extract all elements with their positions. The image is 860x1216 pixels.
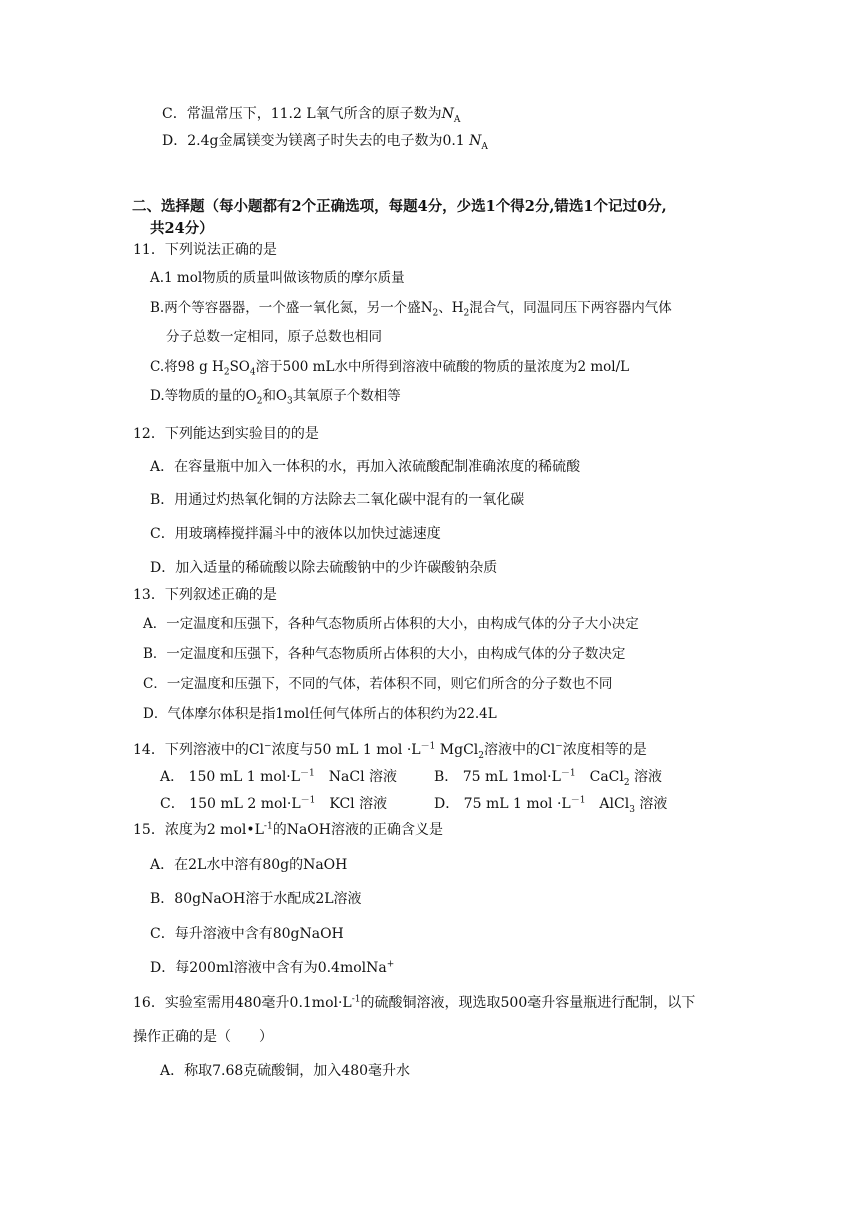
question-15: 15．浓度为2 $mol•L^{-1}$的NaOH溶液的正确含义是 bbox=[133, 821, 443, 838]
q15-option-c: C．每升溶液中含有80gNaOH bbox=[150, 926, 344, 942]
subscript-a: A bbox=[481, 141, 488, 152]
question-16-cont: 操作正确的是（ ） bbox=[133, 1029, 273, 1045]
section-heading: 二、选择题（每小题都有2个正确选项，每题4分，少选1个得2分,错选1个记过0分, bbox=[132, 198, 667, 215]
q13-option-d: D．气体摩尔体积是指1mol任何气体所占的体积约为22.4L bbox=[143, 706, 497, 722]
question-14: 14．下列溶液中的Cl−浓度与50 mL 1 mol $\cdot L^{-1}$ MgCl$_2$溶液中的Cl−浓度相等的是 bbox=[133, 741, 647, 761]
q15-option-a: A．在2L水中溶有80g的NaOH bbox=[150, 857, 348, 873]
q11-option-d: D.等物质的量的$O_2$和$O_3$其氧原子个数相等 bbox=[150, 388, 401, 407]
question-12: 12．下列能达到实验目的的是 bbox=[133, 426, 319, 442]
q13-option-c: C．一定温度和压强下，不同的气体，若体积不同，则它们所含的分子数也不同 bbox=[143, 676, 613, 692]
subscript-a: A bbox=[453, 114, 461, 125]
q15-option-d: D．每200ml溶液中含有为0.4molNa+ bbox=[150, 959, 395, 976]
q12-option-d: D．加入适量的稀硫酸以除去硫酸钠中的少许碳酸钠杂质 bbox=[150, 560, 498, 576]
q12-option-c: C．用玻璃棒搅拌漏斗中的液体以加快过滤速度 bbox=[150, 526, 441, 542]
q11-option-b: B.两个等容器器，一个盛一氧化氮，另一个盛$N_2$、$H_2$混合气，同温同压下两容器内气体 bbox=[150, 300, 672, 319]
q14-option-c: C． 150 mL 2 $mol\cdot L^{-1}$ KCl 溶液 bbox=[160, 795, 388, 812]
q14-option-d: D． 75 mL 1 mol $\cdot L^{-1}$ AlCl$_3$ 溶液 bbox=[434, 795, 668, 815]
q13-option-b: B．一定温度和压强下，各种气态物质所占体积的大小，由构成气体的分子数决定 bbox=[143, 646, 626, 662]
q14-option-a: A． 150 mL 1 $mol\cdot L^{-1}$ NaCl 溶液 bbox=[160, 768, 398, 785]
q12-option-a: A．在容量瓶中加入一体积的水，再加入浓硫酸配制准确浓度的稀硫酸 bbox=[150, 459, 581, 475]
q11-option-c: C.将98 g $H_2SO_4$溶于500 mL水中所得到溶液中硫酸的物质的量浓度为2 mol/L bbox=[150, 359, 630, 378]
q14-option-b: B． 75 mL $1mol\cdot L^{-1}$ CaCl$_2$ 溶液 bbox=[434, 768, 663, 788]
question-16: 16．实验室需用480毫升$0.1mol\cdot L^{-1}$的硫酸铜溶液，现选取500毫升容量瓶进行配制，以下 bbox=[133, 994, 696, 1011]
q10-option-d: D．2.4g金属镁变为镁离子时失去的电子数为0.1 $N_A$ bbox=[162, 133, 488, 152]
q11-option-b-cont: 分子总数一定相同，原子总数也相同 bbox=[166, 329, 382, 345]
q12-option-b: B．用通过灼热氧化铜的方法除去二氧化碳中混有的一氧化碳 bbox=[150, 492, 525, 508]
q13-option-a: A．一定温度和压强下，各种气态物质所占体积的大小，由构成气体的分子大小决定 bbox=[143, 616, 639, 632]
section-heading-cont: 共24分） bbox=[150, 220, 214, 237]
q15-option-b: B．80gNaOH溶于水配成2L溶液 bbox=[150, 891, 362, 907]
q16-option-a: A．称取7.68克硫酸铜，加入480毫升水 bbox=[160, 1063, 411, 1079]
q10-option-c: C．常温常压下，11.2 L氧气所含的原子数为$N_A$ bbox=[162, 106, 461, 125]
question-11: 11．下列说法正确的是 bbox=[133, 242, 277, 258]
question-13: 13．下列叙述正确的是 bbox=[133, 587, 277, 603]
q11-option-a: A.1 mol物质的质量叫做该物质的摩尔质量 bbox=[150, 270, 405, 286]
